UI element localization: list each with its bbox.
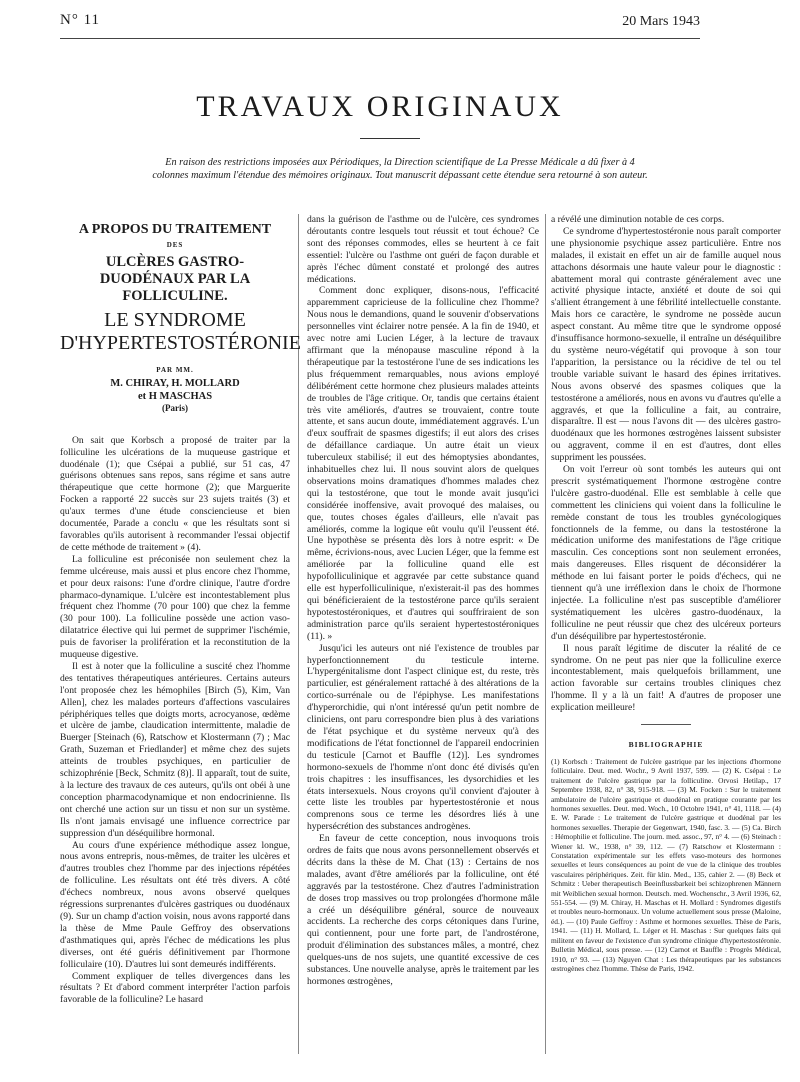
col2-paragraph: En faveur de cette conception, nous invoquons trois ordres de faits que nous avons personnellement observés et décrits dans la thèse de M. Chat (13) : Certains de nos malades, avant d'être améliorés par la folliculine, ont été aggravés par la testostérone. Chez d'autres l'administration de doses trop massives ou trop prolongées d'hormone mâle a créé un déséquilibre général, source de nouveaux accidents. La recherche des corps cétoniques dans l'urine, qui contiennent, pour une forte part, de l'androstérone, produit d'élimination des substances mâles, a montré, chez quelques-uns de nos sujets, une quantité excessive de ces substances. Une nouvelle analyse, après le traitement par les hormones œstrogènes,: [307, 833, 539, 987]
issue-number: N° 11: [60, 12, 101, 28]
col1-paragraph: Au cours d'une expérience méthodique assez longue, nous avons entrepris, nous-mêmes, de traiter les ulcères et d'autres troubles chez l'homme par des injections répétées de folliculine. Les résultats ont été très divers. A côté d'échecs nombreux, nous avons observé quelques régressions surprenantes d'ulcères gastriques ou duodénaux (9). Sur un champ d'action voisin, nous avons rapporté dans la thèse de Mme Paule Geffroy des observations d'asthmatiques qui, après l'échec de médications les plus diverses, ont été guéris définitivement par l'hormone folliculaire (10). D'autres lui sont demeurés indifférents.: [60, 839, 290, 970]
column-divider-2: [545, 214, 546, 1054]
bibliography-rule: [641, 724, 691, 725]
col1-paragraph: La folliculine est préconisée non seulement chez la femme ulcéreuse, mais aussi et plus encore chez l'homme, et pour deux raisons: l'une d'ordre clinique, l'autre d'ordre pharmaco-dynamique. L'ulcère est incontestablement plus fréquent chez l'homme (70 pour 100) que chez la femme (30 pour 100). La folliculine possède une action vaso-dilatatrice élective qui lui permet de supprimer l'ischémie, puis de favoriser la prolifération et la reconstitution de la muqueuse digestive.: [60, 553, 290, 661]
article-city: (Paris): [162, 402, 188, 413]
article-big-title: LE SYNDROME D'HYPERTESTOSTÉRONIE: [60, 308, 301, 354]
article-par: PAR MM.: [156, 365, 194, 374]
col1-paragraph: Comment expliquer de telles divergences dans les résultats ? Et d'abord comment interpréter l'action parfois favorable de la folliculine? Le hasard: [60, 970, 290, 1006]
section-title: TRAVAUX ORIGINAUX: [196, 90, 564, 123]
article-pre-title: A PROPOS DU TRAITEMENT: [78, 222, 272, 237]
editorial-note: En raison des restrictions imposées aux Périodiques, la Direction scientifique de La Presse Médicale a dû fixer à 4 colonnes maximum l'étendue des mémoires originaux. Tout manuscrit dépassant cette étendue sera retourné à son auteur.: [152, 157, 648, 181]
bibliography-text: (1) Korbsch : Traitement de l'ulcère gastrique par les injections d'hormone folliculaire. Deut. med. Wochr., 9 Avril 1937, 599. — (2) K. Csépai : Le traitement de l'ulcère gastrique par la folliculine. Orvosi Hetilap., 17 Septembre 1938, 82, n° 38, 915-918. — (3) M. Focken : Sur le traitement ambulatoire de l'ulcère gastrique et duodénal en pratique courante par les hormones sexuelles. Deut. med. Woch., 10 Octobre 1941, n° 41, 1118. — (4) E. W. Parade : Le traitement de l'ulcère gastrique et duodénal par les hormones sexuelles. Therapie der Gegenwart, 1940, fasc. 3. — (5) Ca. Birch : Hémophilie et folliculine. The journ. med. assoc., 97, n° 4. — (6) Steinach : Wiener kl. W., 1938, n° 39, 112. — (7) Ratschow et Klostermann : Constatation expérimentale sur les effets vaso-moteurs des hormones sexuelles et leurs conséquences au point de vue de la clinique des troubles vasculaires périphériques. Zeit. für klin. Med., 135, cahier 2. — (8) Beck et Schmitz : Ueber therapeutisch Beeinflussbarkeit bei schizophrenen Männern mit Weiblichen sexual hormon. Deutsch. med. Wochenschr., 3 Avril 1936, 62, 551-554. — (9) M. Chiray, H. Maschas et H. Mollard : Syndromes digestifs et troubles neuro-hormonaux. Un volume actuellement sous presse (Maloine, éd.). — (10) Paule Geffroy : Asthme et hormones sexuelles. Thèse de Paris, 1941. — (11) H. Mollard, L. Léger et H. Maschas : Sur quelques faits qui militent en faveur de l'existence d'un syndrome clinique d'hypertestostéronie. Bulletin Médical, sous presse. — (12) Carnot et Bauffle : Progrès Médical, 1910, n° 93. — (13) Nguyen Chat : Les thérapeutiques par les substances œstrogènes chez l'homme. Thèse de Paris, 1942.: [551, 756, 781, 973]
col3-paragraph: Il nous paraît légitime de discuter la réalité de ce syndrome. On ne peut pas nier que la folliculine exerce incontestablement, mais quelquefois brillamment, une action favorable sur certains troubles cliniques chez l'homme. Il y a là un fait! A d'autres de proposer une explication meilleure!: [551, 642, 781, 714]
col1-paragraph: Il est à noter que la folliculine a suscité chez l'homme des tentatives thérapeutiques antérieures. Certains auteurs l'ont proposée chez les hémophiles [Birch (5), Kim, Van Allen], chez les malades porteurs d'affections vasculaires périphériques telles que doigts morts, acrocyanose, œdème et ulcère de jambe, claudication intermittente, maladie de Buerger [Steinach (6), Ratschow et Klostermann (7) ; Mac Grath, Suzeman et Friedlander] et même chez des sujets atteints de troubles psychiques, en particulier de schizophrénie [Beck, Schmitz (8)]. Il apparaît, tout de suite, à la lecture des travaux de ces auteurs, qu'ils ont obéi à une conception pharmacodynamique et non endocrinienne. Ils ont cherché une action sur un tissu et non sur un système. Ils n'ont jamais envisagé une influence correctrice par suppression d'un déséquilibre hormonal.: [60, 660, 290, 839]
col1-paragraph: On sait que Korbsch a proposé de traiter par la folliculine les ulcérations de la muqueuse gastrique et duodénale (1); que Csépai a publié, sur 51 cas, 47 guérisons obtenues sans repos, sans régime et sans autre thérapeutique que cette hormone (2); que Marguerite Focken a rapporté 22 succès sur 23 sujets traités (3) et qu'aux termes d'une étude consciencieuse et bien documentée, Parade a conclu « que les résultats sont si favorables qu'ils autorisent à recommander l'essai objectif de cette méthode de traitement » (4).: [60, 434, 290, 553]
column-3: [551, 214, 781, 973]
article-main-title: ULCÈRES GASTRO-DUODÉNAUX PAR LA FOLLICULINE.: [99, 253, 251, 304]
issue-date: 20 Mars 1943: [622, 14, 700, 29]
column-2: [307, 214, 539, 988]
col2-paragraph: Jusqu'ici les auteurs ont nié l'existence de troubles par hyperfonctionnement du testicule interne. L'hypergénitalisme dont l'aspect clinique est, du reste, très particulier, est généralement rattaché à des altérations de la cortico-surrénale ou de l'épiphyse. Les manifestations d'hyperorchidie, qui n'ont intéressé qu'un petit nombre de cliniciens, ont paru correspondre bien plus à des variations de l'état psychique et du système nerveux qu'à des modifications de l'état fonctionnel de l'appareil endocrinien du testicule [Carnot et Bauffle (12)]. Les syndromes hormono-sexuels de l'homme n'ont donc été divisés qu'en trois chapitres : les insuffisances, les dysorchidies et les états intersexuels. Nous croyons qu'il convient d'ajouter à cette liste les troubles par hypertestostéronie et nous comprenons sous ce terme les désordres liés à une hypersécrétion des substances androgènes.: [307, 642, 539, 833]
column-1: [60, 214, 301, 1006]
title-rule: [360, 138, 420, 139]
header-rule: [60, 38, 700, 39]
col3-paragraph: Ce syndrome d'hypertestostéronie nous paraît comporter une physionomie psychique assez particulière. Entre nos malades, il existait en effet un air de famille auquel nous attachons désormais une haute valeur pour le diagnostic : abattement moral qui contraste généralement avec une activité physique intacte, anxiété et doute de soi qui s'allient étrangement à une fébrilité intellectuelle constante. Mais hors ce caractère, le syndrome ne possède aucun aspect constant. Au même titre que le syndrome opposé d'insuffisance hormono-sexuelle, il entraîne un déséquilibre du système neuro-végétatif qui provoque à son tour l'apparition, la persistance ou la récidive de tel ou tel trouble variable suivant le hasard des épines irritatives. Nous avons observé des spasmes coliques que la testostérone a améliorés, nous en avons vu d'autres qu'elle a aggravés, et que la folliculine a fait, au contraire, disparaître. Il est — nous l'avons dit — des ulcères gastro-duodénaux que les hormones œstrogènes laissent subsister ou aggravent, comme il en est d'autres, dont elles suppriment les poussées.: [551, 225, 781, 464]
col2-paragraph: Comment donc expliquer, disons-nous, l'efficacité apparemment capricieuse de la folliculine chez l'homme? Nous nous le demandions, quand le souvenir d'observations personnelles vint éclairer notre pensée. A la fin de 1940, et avec notre ami Lucien Léger, à la lecture de travaux affirmant que la ménopause masculine répond à la thérapeutique par la testostérone l'une de ses indications les plus fréquemment remarquables, nous avions employé délibérément cette hormone chez plusieurs malades atteints de troubles de l'âge critique. Or, tandis que certains étaient très vite améliorés, d'autres se trouvaient, contre toute attente, et sans aucun doute, immédiatement aggravés. L'un d'eux souffrait de spasmes digestifs; il eut alors des crises de défaillance cardiaque. Un autre était un vieux tuberculeux stabilisé; il eut des hémoptysies abondantes, inhabituelles chez lui. Il nous souvint alors de quelques observations moins dramatiques d'hommes malades chez qui la testostérone, que tout le monde avait jusqu'ici considérée inoffensive, avait provoqué des malaises, ou que, toutes choses égales d'ailleurs, elle n'avait pas améliorés, comme la logique eût voulu qu'il l'eussent été. Une hypothèse se présenta dès lors à notre esprit: « De même, écrivions-nous, avec Lucien Léger, que la femme est améliorée par la folliculine quand elle est hypofolliculinique et aggravée par cette substance quand elle est hyperfolliculinique, n'existerait-il pas des hommes qui bénéficieraient de la testostérone parce qu'ils seraient hypotestostéroniques, et d'autres qui souffriraient de son administration parce qu'ils seraient hypertestostéroniques (11). »: [307, 285, 539, 642]
article-authors-line1: M. CHIRAY, H. MOLLARD: [110, 377, 240, 389]
article-authors-line2: et H MASCHAS: [137, 390, 213, 402]
article-des: DES: [166, 241, 184, 249]
col3-paragraph: a révélé une diminution notable de ces corps.: [551, 214, 725, 225]
col2-paragraph: dans la guérison de l'asthme ou de l'ulcère, ces syndromes déroutants contre lesquels tout réussit et tout échoue? Ce sont des réponses commodes, elles se heurtent à ce fait essentiel: l'ulcère ou l'asthme ont guéri de façon durable et après l'échec dûment constaté et prolongé des autres médications.: [307, 214, 539, 285]
col3-paragraph: On voit l'erreur où sont tombés les auteurs qui ont prescrit systématiquement l'hormone œstrogène contre l'ulcère gastro-duodénal. Elle est semblable à celle que commettent les cliniciens qui voient dans la folliculine le remède constant de tous les troubles gynécologiques fonctionnels de la femme, ou dans la testostérone la médication uniforme des manifestations de l'âge critique masculin. Ces conceptions sont non seulement erronées, mais dangereuses. Elles risquent de déconsidérer la méthode en lui faisant porter le poids d'échecs, qui ne tiennent qu'à une irréflexion dans le choix de l'hormone injectée. La folliculine n'est pas susceptible d'améliorer systématiquement les ulcères gastro-duodénaux, la folliculine ne peut réussir que chez des ulcéreux porteurs d'un déséquilibre par hypertestostéronie.: [551, 464, 781, 642]
bibliography-title: BIBLIOGRAPHIE: [628, 740, 704, 750]
